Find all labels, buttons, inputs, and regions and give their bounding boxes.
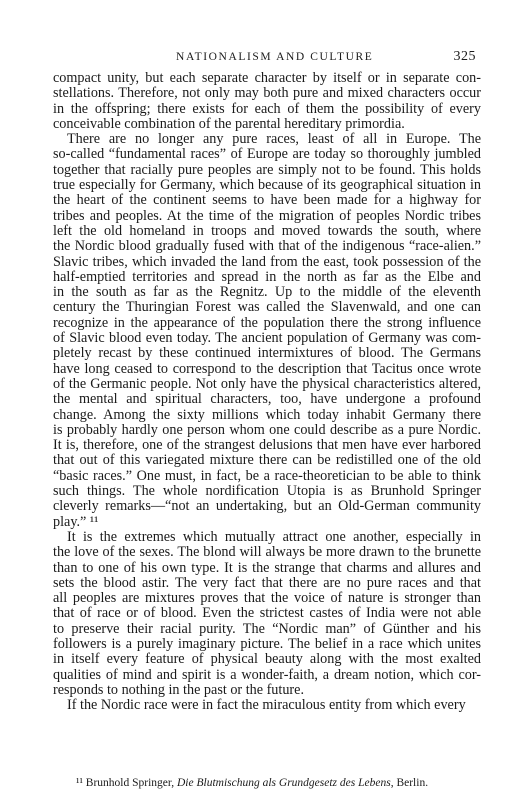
- text-line: all peoples are mixtures proves that the voice of nature is stronger than: [53, 591, 481, 607]
- text-line: true especially for Germany, which because of its geographical situation in: [53, 178, 481, 194]
- text-line: in the offspring; there exists for each of them the possibility of every: [53, 101, 481, 117]
- body-text: [53, 71, 481, 713]
- text-line: such things. The whole nordification Utopia is as Brunhold Springer: [53, 484, 481, 500]
- text-line: recognize in the appearance of the population there the strong influence: [53, 315, 481, 331]
- text-line: responds to nothing in the past or the future.: [53, 682, 304, 698]
- text-line: If the Nordic race were in fact the miraculous entity from which every: [67, 698, 466, 714]
- text-line: tribes and peoples. At the time of the migration of peoples Nordic tribes: [53, 208, 481, 224]
- text-line: “basic races.” One must, in fact, be a race-theoretician to be able to think: [53, 468, 481, 484]
- text-line: compact unity, but each separate character by itself or in separate con-: [53, 71, 481, 86]
- text-line: the love of the sexes. The blond will always be more drawn to the brunette: [53, 545, 481, 561]
- text-line: century the Thuringian Forest was called the Slavenwald, and one can: [53, 300, 481, 316]
- text-line: There are no longer any pure races, least of all in Europe. The: [67, 132, 481, 148]
- text-line: to preserve their racial purity. The “Nordic man” of Günther and his: [53, 621, 481, 637]
- text-line: the heart of the continent seems to have been made for a highway for: [53, 193, 481, 209]
- running-title: NATIONALISM AND CULTURE: [176, 51, 374, 63]
- text-line: left the old homeland in troops and moved towards the south, where: [53, 223, 481, 239]
- page-number: 325: [453, 49, 476, 64]
- footnote: [76, 777, 476, 790]
- text-line: the mental and spiritual characters, too, have undergone a profound: [53, 392, 481, 408]
- text-line: pletely recast by these continued intermixtures of blood. The Germans: [53, 346, 481, 362]
- text-line: of Slavic blood even today. The ancient population of Germany was com-: [53, 331, 481, 347]
- text-line: so-called “fundamental races” of Europe are today so thoroughly jumbled: [53, 147, 481, 163]
- text-line: It is, therefore, one of the strangest delusions that men have ever harbored: [53, 438, 481, 454]
- text-line: the Nordic blood gradually fused with that of the indigenous “race-alien.”: [53, 239, 481, 255]
- text-line: of the Germanic people. Not only have the physical characteristics altered,: [53, 376, 481, 392]
- footnote-marker: ¹¹: [76, 777, 83, 789]
- text-line: conceivable combination of the parental hereditary primordia.: [53, 116, 405, 132]
- running-head: [56, 49, 476, 65]
- text-line: qualities of mind and spirit is a wonder-faith, a dream notion, which cor-: [53, 667, 481, 683]
- text-line: change. Among the sixty millions which today inhabit Germany there: [53, 407, 481, 423]
- footnote-author: Brunhold Springer,: [85, 777, 175, 789]
- text-line: in the south as far as the Regnitz. Up to the middle of the eleventh: [53, 285, 481, 301]
- text-line: play.” ¹¹: [53, 514, 99, 530]
- text-line: half-emptied territories and spread in the north as far as the Elbe and: [53, 269, 481, 285]
- footnote-place: , Berlin.: [390, 777, 429, 789]
- text-line: than to one of his own type. It is the strange that charms and allures and: [53, 560, 481, 576]
- text-line: sets the blood astir. The very fact that there are no pure races and that: [53, 575, 481, 591]
- text-line: cleverly remarks—“not an undertaking, but an Old-German community: [53, 499, 481, 515]
- text-line: followers is a purely imaginary picture. The belief in a race which unites: [53, 636, 481, 652]
- text-line: It is the extremes which mutually attract one another, especially in: [67, 529, 481, 545]
- text-line: Slavic tribes, which invaded the land from the east, took possession of the: [53, 254, 481, 270]
- text-line: have long ceased to correspond to the description that Tacitus once wrote: [53, 361, 481, 377]
- text-line: stellations. Therefore, not only may both pure and mixed characters occur: [53, 86, 481, 102]
- footnote-title: Die Blutmischung als Grundgesetz des Lebens: [177, 777, 391, 789]
- text-line: that out of this variegated mixture there can be redistilled one of the old: [53, 453, 481, 469]
- text-line: is probably hardly one person whom one could describe as a pure Nordic.: [53, 422, 481, 438]
- text-line: in itself every feature of physical beauty along with the most exalted: [53, 652, 481, 668]
- text-line: that of race or of blood. Even the strictest castes of India were not able: [53, 606, 481, 622]
- text-line: together that racially pure peoples are simply not to be found. This holds: [53, 162, 481, 178]
